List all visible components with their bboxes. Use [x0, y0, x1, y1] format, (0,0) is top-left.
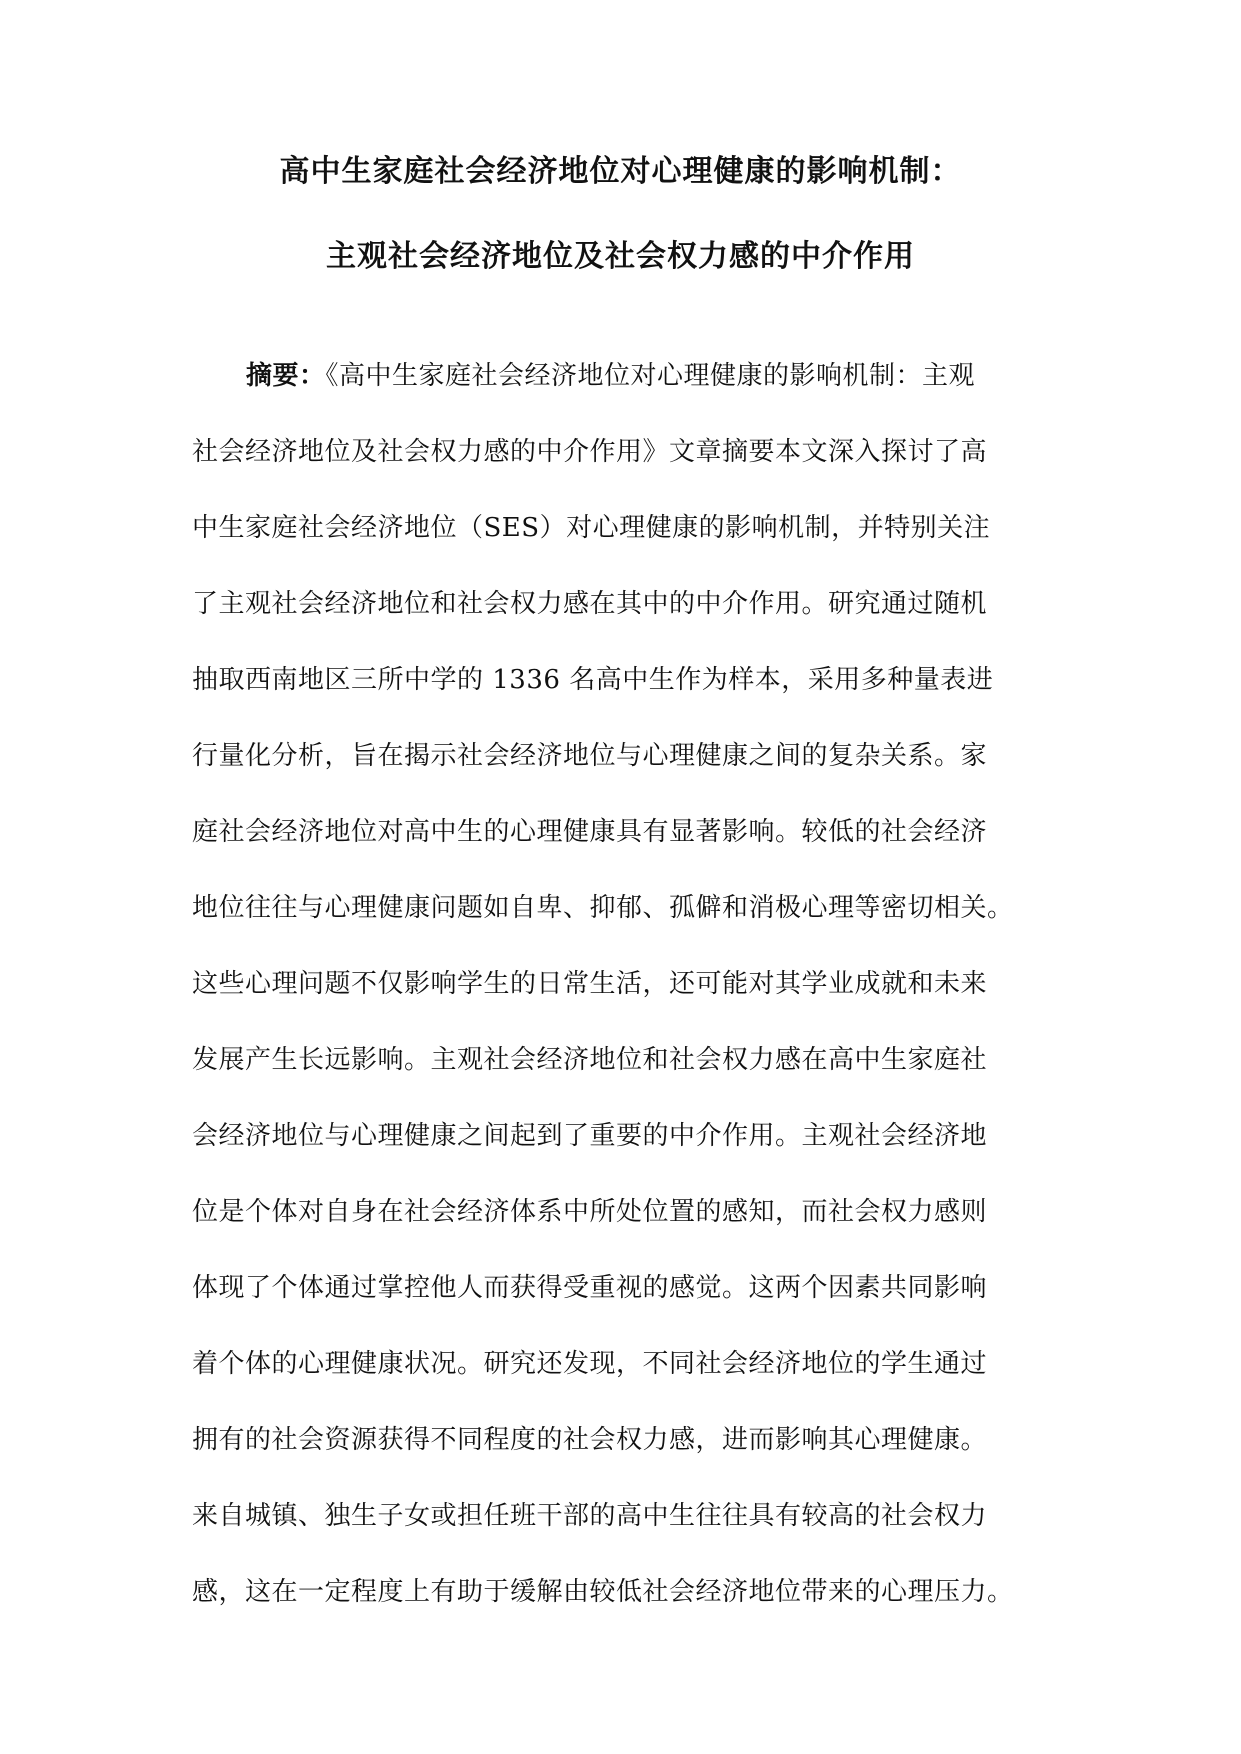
document-title-line-1: 高中生家庭社会经济地位对心理健康的影响机制：: [279, 154, 962, 189]
abstract-line: 这些心理问题不仅影响学生的日常生活，还可能对其学业成就和未来: [192, 969, 988, 999]
abstract-line: 会经济地位与心理健康之间起到了重要的中介作用。主观社会经济地: [192, 1121, 988, 1151]
abstract-line: 体现了个体通过掌控他人而获得受重视的感觉。这两个因素共同影响: [192, 1273, 988, 1303]
abstract-line: 位是个体对自身在社会经济体系中所处位置的感知，而社会权力感则: [192, 1197, 988, 1227]
abstract-line: 社会经济地位及社会权力感的中介作用》文章摘要本文深入探讨了高: [192, 437, 988, 467]
abstract-line: [192, 354, 1052, 430]
abstract-line: 行量化分析，旨在揭示社会经济地位与心理健康之间的复杂关系。家: [192, 741, 988, 771]
abstract-line: 着个体的心理健康状况。研究还发现，不同社会经济地位的学生通过: [192, 1349, 988, 1379]
abstract-section: [192, 354, 1052, 1646]
abstract-line: 庭社会经济地位对高中生的心理健康具有显著影响。较低的社会经济: [192, 817, 988, 847]
document-title-line-2: 主观社会经济地位及社会权力感的中介作用: [326, 239, 915, 274]
abstract-line: 发展产生长远影响。主观社会经济地位和社会权力感在高中生家庭社: [192, 1045, 988, 1075]
abstract-line: 抽取西南地区三所中学的 1336 名高中生作为样本，采用多种量表进: [192, 665, 994, 695]
abstract-line-text: 《高中生家庭社会经济地位对心理健康的影响机制：主观: [325, 361, 976, 391]
abstract-line: 中生家庭社会经济地位（SES）对心理健康的影响机制，并特别关注: [192, 513, 991, 543]
abstract-label: 摘要：: [246, 361, 326, 391]
abstract-line: 感，这在一定程度上有助于缓解由较低社会经济地位带来的心理压力。: [192, 1577, 1014, 1607]
abstract-line: 了主观社会经济地位和社会权力感在其中的中介作用。研究通过随机: [192, 589, 988, 619]
abstract-line: 拥有的社会资源获得不同程度的社会权力感，进而影响其心理健康。: [192, 1425, 988, 1455]
abstract-line: 地位往往与心理健康问题如自卑、抑郁、孤僻和消极心理等密切相关。: [192, 893, 1014, 923]
abstract-line: 来自城镇、独生子女或担任班干部的高中生往往具有较高的社会权力: [192, 1501, 988, 1531]
